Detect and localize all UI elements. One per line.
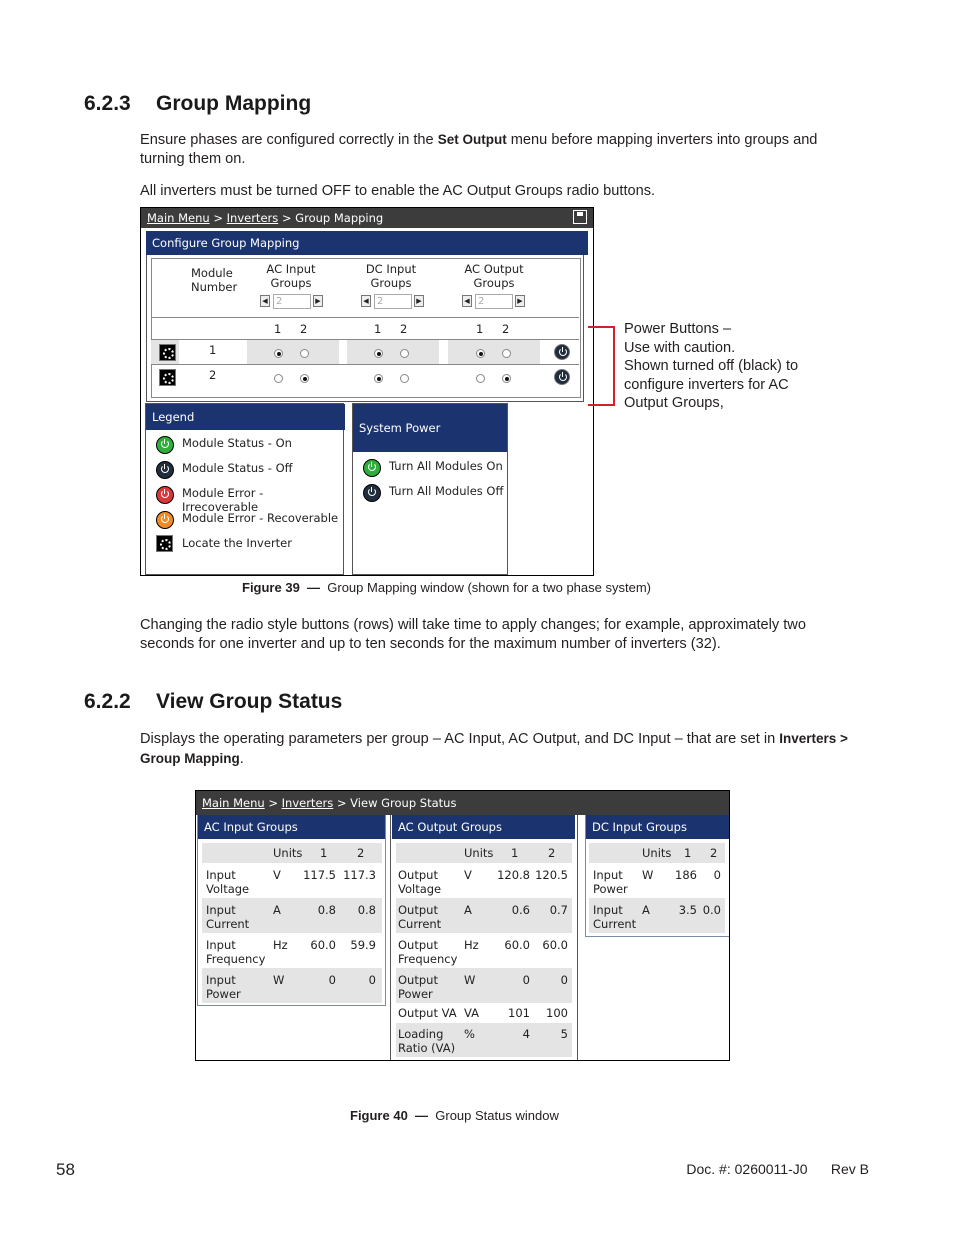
ac-output-radio-2[interactable]	[502, 349, 511, 358]
error-irrecoverable-icon	[156, 486, 174, 504]
dc-input-radio-1[interactable]	[374, 374, 383, 383]
table-row: Input Current A 0.8 0.8	[202, 898, 382, 933]
table-row: Input Power W 186 0	[593, 868, 721, 896]
column-module-number: Module Number	[191, 266, 238, 294]
breadcrumb-inverters[interactable]: Inverters	[281, 796, 334, 810]
group-status-window	[195, 790, 730, 1061]
group-number: 2	[502, 322, 510, 336]
turn-all-off-label[interactable]: Turn All Modules Off	[389, 484, 504, 498]
section-heading-group-mapping: 6.2.3 Group Mapping	[84, 92, 312, 115]
section-heading-view-group-status: 6.2.2 View Group Status	[84, 690, 343, 713]
decrement-icon[interactable]: ◀	[260, 295, 270, 307]
mapping-panel	[146, 255, 584, 402]
dc-input-groups-panel	[585, 815, 729, 937]
turn-all-off-icon[interactable]	[363, 484, 381, 502]
ac-input-radio-2[interactable]	[300, 374, 309, 383]
table-row: Output Frequency Hz 60.0 60.0	[398, 938, 568, 966]
legend-item: Module Error - Recoverable	[182, 511, 339, 525]
table-row: Output Voltage V 120.8 120.5	[398, 868, 568, 896]
dc-input-radio-1[interactable]	[374, 349, 383, 358]
increment-icon[interactable]: ▶	[515, 295, 525, 307]
view-status-paragraph: Displays the operating parameters per group – AC Input, AC Output, and DC Input – that are set in Inverters > Group Mapping.	[140, 731, 848, 767]
decrement-icon[interactable]: ◀	[361, 295, 371, 307]
save-icon[interactable]	[573, 210, 587, 224]
config-group-mapping-header: Configure Group Mapping	[146, 231, 588, 255]
legend-panel	[145, 403, 344, 575]
ac-input-radio-2[interactable]	[300, 349, 309, 358]
ac-output-radio-1[interactable]	[476, 349, 485, 358]
ac-input-groups-title: AC Input Groups	[198, 815, 385, 839]
group-number: 1	[274, 322, 282, 336]
system-power-title: System Power	[353, 404, 507, 452]
group-number: 1	[476, 322, 484, 336]
power-button-icon[interactable]	[554, 369, 570, 385]
ac-output-groups-title: AC Output Groups	[392, 815, 575, 839]
table-row: Output Current A 0.6 0.7	[396, 898, 572, 933]
locate-inverter-icon[interactable]	[159, 344, 176, 361]
legend-item: Module Status - On	[182, 436, 292, 450]
document-number: Doc. #: 0260011-J0 Rev B	[686, 1161, 869, 1177]
decrement-icon[interactable]: ◀	[462, 295, 472, 307]
intro-paragraph: Ensure phases are configured correctly in the Set Output menu before mapping inverters into groups and turning them on.	[140, 132, 818, 167]
increment-icon[interactable]: ▶	[414, 295, 424, 307]
breadcrumb-main-menu[interactable]: Main Menu	[147, 211, 210, 225]
ac-output-radio-1[interactable]	[476, 374, 485, 383]
dc-input-radio-2[interactable]	[400, 374, 409, 383]
status-on-icon	[156, 436, 174, 454]
dc-input-groups-title: DC Input Groups	[586, 815, 729, 839]
ac-output-radio-2[interactable]	[502, 374, 511, 383]
locate-inverter-icon	[156, 535, 173, 552]
ac-output-stepper[interactable]: ◀ 2 ▶	[462, 294, 524, 308]
column-ac-input-groups: AC Input Groups	[266, 262, 316, 290]
dc-input-radio-2[interactable]	[400, 349, 409, 358]
changes-paragraph: Changing the radio style buttons (rows) will take time to apply changes; for example, approximately two seconds for one inverter and up to ten seconds for the maximum number of inverters (32).	[140, 617, 806, 652]
ac-input-radio-1[interactable]	[274, 349, 283, 358]
table-row: Input Current A 3.5 0.0	[589, 898, 725, 933]
figure-40-caption: Figure 40 — Group Status window	[350, 1108, 559, 1123]
status-off-icon	[156, 461, 174, 479]
ac-input-groups-panel	[197, 815, 386, 1006]
note-paragraph: All inverters must be turned OFF to enable the AC Output Groups radio buttons.	[140, 183, 656, 199]
callout-bracket	[588, 326, 615, 406]
group-number: 1	[374, 322, 382, 336]
turn-all-on-icon[interactable]	[363, 459, 381, 477]
column-ac-output-groups: AC Output Groups	[464, 262, 524, 290]
group-number: 2	[300, 322, 308, 336]
module-row-1	[151, 340, 579, 364]
table-row: Input Power W 0 0	[202, 968, 382, 1003]
figure-39-caption: Figure 39 — Group Mapping window (shown for a two phase system)	[242, 580, 651, 595]
power-buttons-callout: Power Buttons – Use with caution. Shown turned off (black) to configure inverters for AC Output Groups,	[624, 321, 799, 412]
module-row-2	[151, 365, 579, 389]
table-row: Input Frequency Hz 60.0 59.9	[206, 938, 376, 966]
ac-input-radio-1[interactable]	[274, 374, 283, 383]
legend-item: Module Status - Off	[182, 461, 293, 475]
module-number: 2	[209, 368, 217, 382]
breadcrumb: Main Menu > Inverters > View Group Status	[196, 791, 729, 815]
table-row: Output VA VA 101 100	[398, 1006, 568, 1020]
table-header-row: Units 1 2	[589, 843, 725, 863]
dc-input-stepper[interactable]: ◀ 2 ▶	[361, 294, 423, 308]
group-number: 2	[400, 322, 408, 336]
system-power-panel	[352, 403, 508, 575]
page-number: 58	[56, 1160, 75, 1179]
module-number: 1	[209, 343, 217, 357]
group-mapping-window	[140, 207, 594, 576]
breadcrumb-main-menu[interactable]: Main Menu	[202, 796, 265, 810]
power-button-icon[interactable]	[554, 344, 570, 360]
locate-inverter-icon[interactable]	[159, 369, 176, 386]
turn-all-on-label[interactable]: Turn All Modules On	[389, 459, 503, 473]
ac-input-stepper[interactable]: ◀ 2 ▶	[260, 294, 322, 308]
legend-item: Module Error - Irrecoverable	[182, 486, 264, 514]
breadcrumb: Main Menu > Inverters > Group Mapping	[141, 208, 593, 228]
breadcrumb-inverters[interactable]: Inverters	[226, 211, 279, 225]
error-recoverable-icon	[156, 511, 174, 529]
table-header-row: Units 1 2	[202, 843, 382, 863]
legend-title: Legend	[146, 404, 345, 430]
legend-item: Locate the Inverter	[182, 536, 292, 550]
table-row: Loading Ratio (VA) % 4 5	[396, 1023, 572, 1057]
table-row: Output Power W 0 0	[396, 968, 572, 1003]
column-dc-input-groups: DC Input Groups	[365, 262, 417, 290]
increment-icon[interactable]: ▶	[313, 295, 323, 307]
table-row: Input Voltage V 117.5 117.3	[206, 868, 376, 896]
table-header-row: Units 1 2	[396, 843, 572, 863]
ac-output-groups-panel	[392, 815, 575, 1060]
